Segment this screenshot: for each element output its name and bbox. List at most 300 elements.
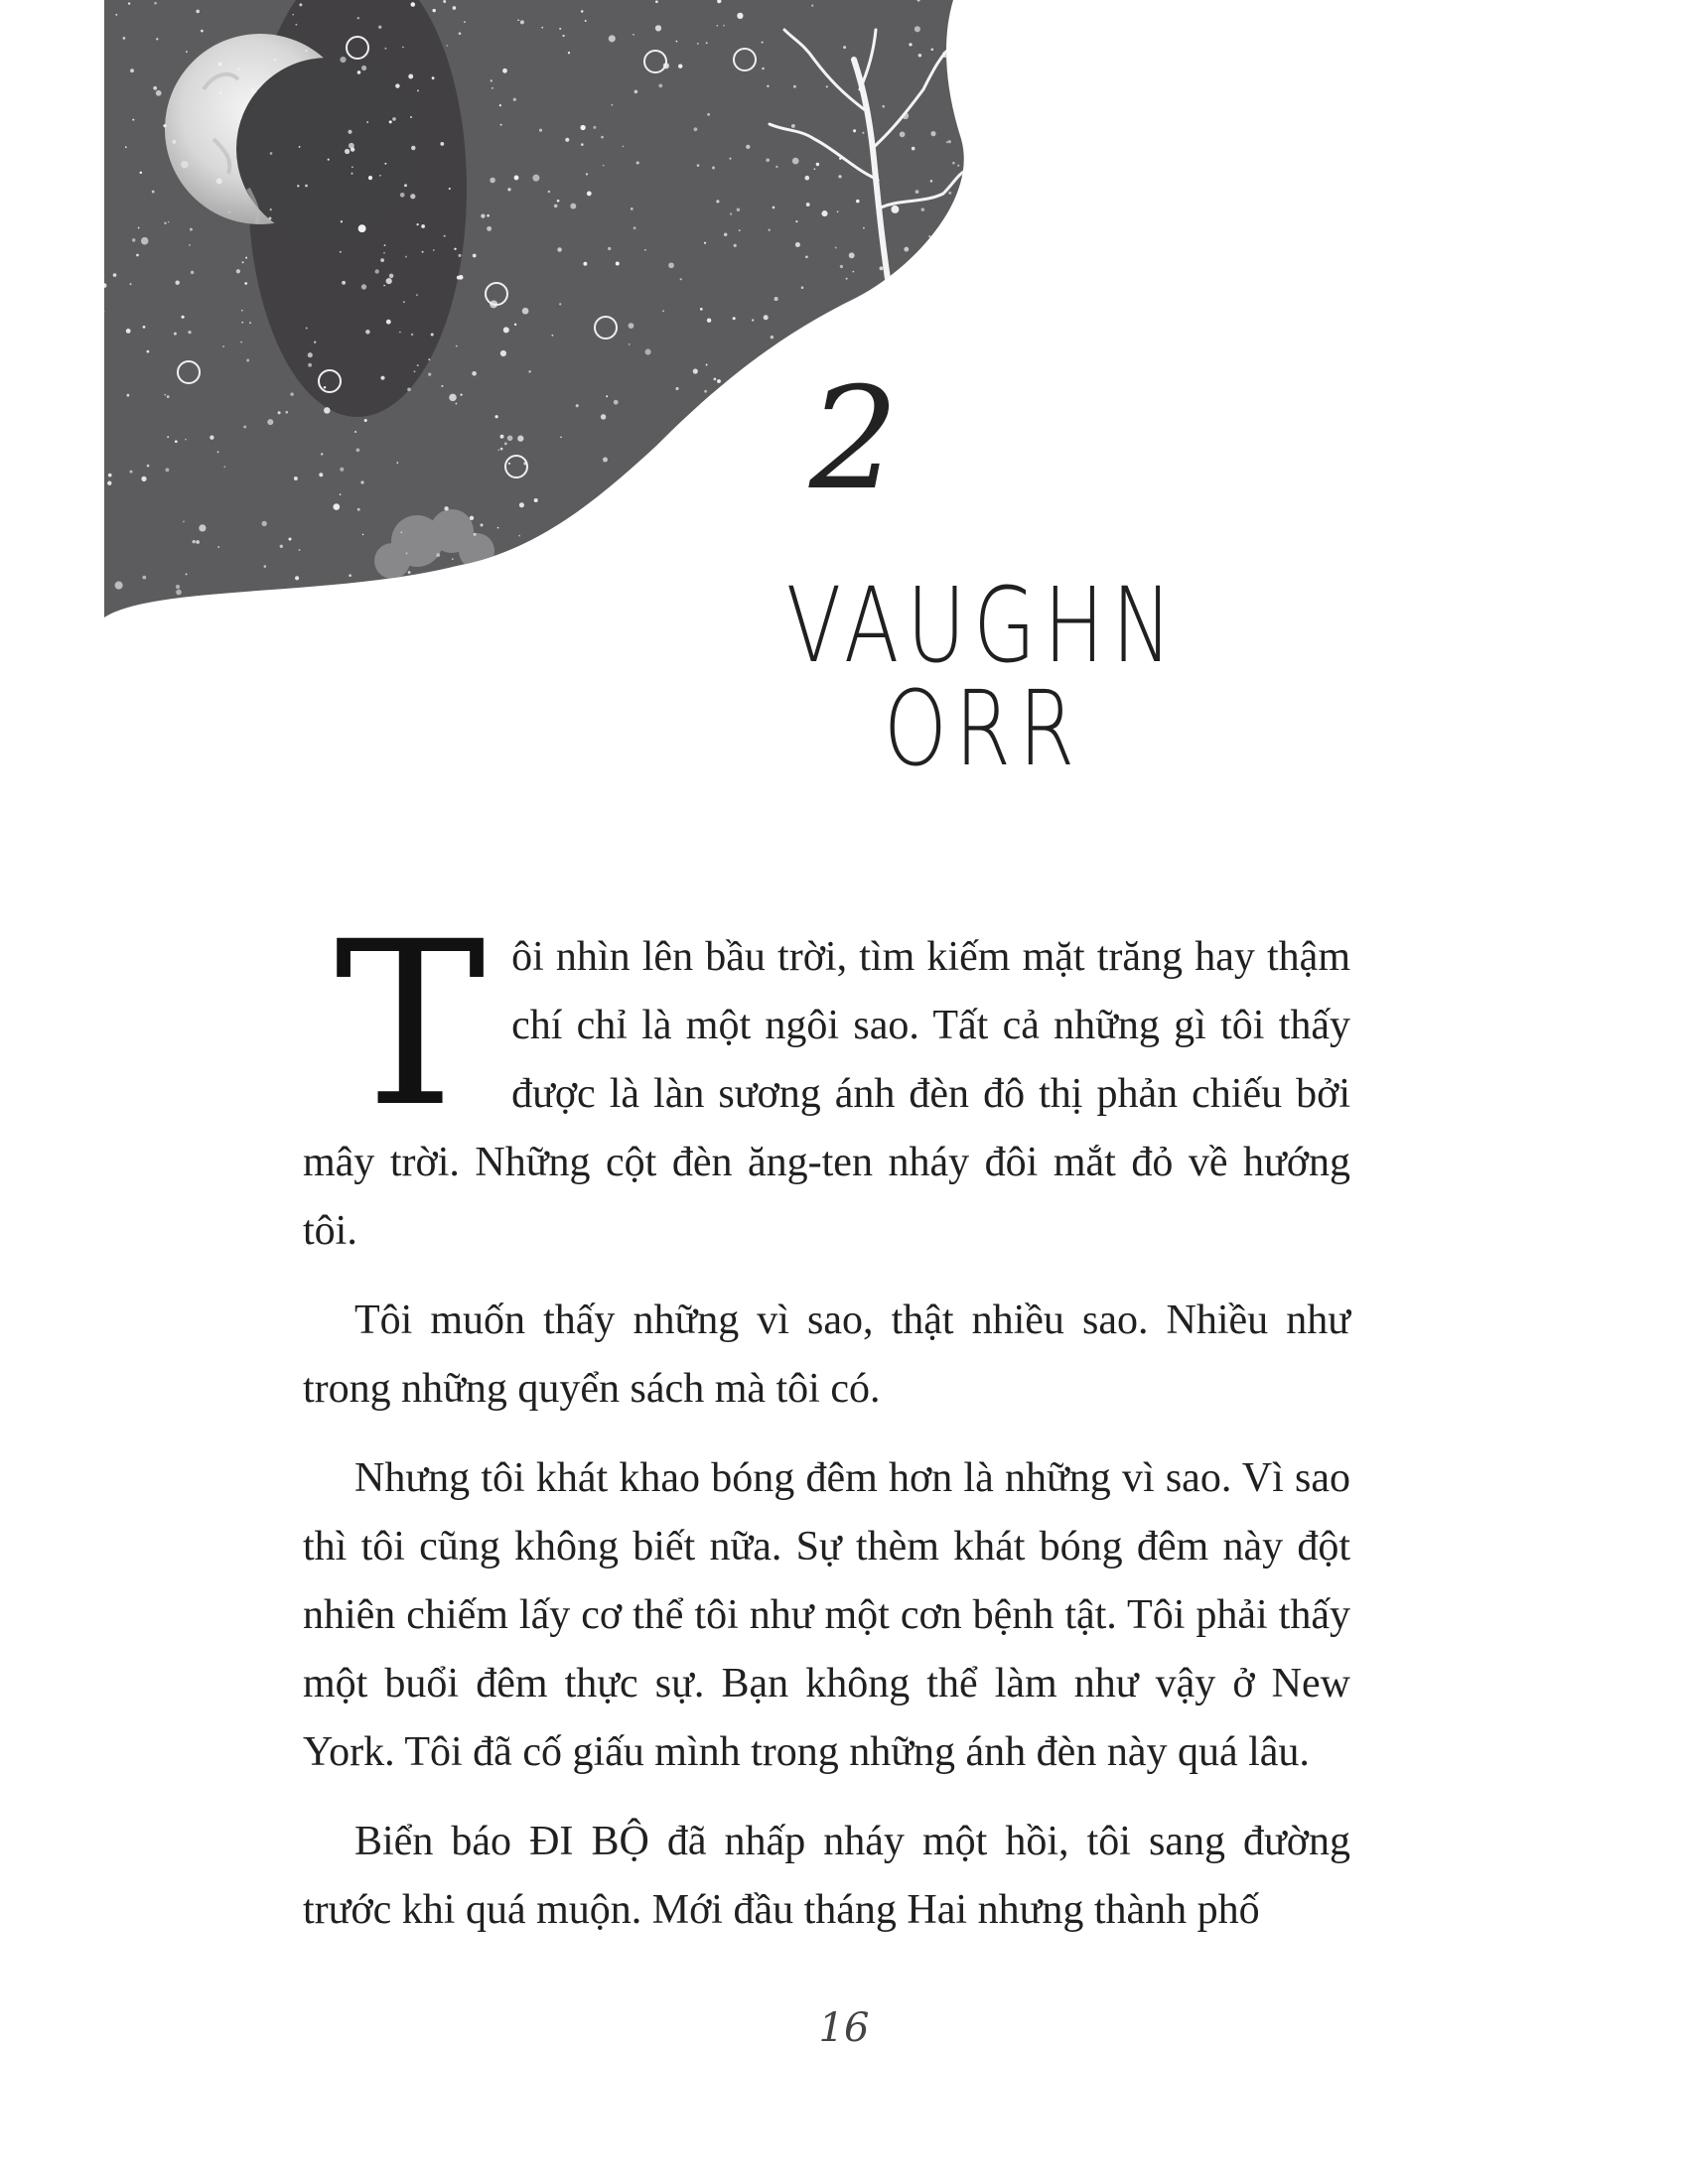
star-icon xyxy=(191,271,195,275)
star-icon xyxy=(340,493,342,495)
star-icon xyxy=(389,120,392,123)
star-icon xyxy=(195,620,197,622)
star-icon xyxy=(428,358,430,360)
star-icon xyxy=(384,163,386,165)
star-icon xyxy=(348,130,352,134)
star-icon xyxy=(128,2,130,4)
star-icon xyxy=(416,223,418,225)
star-icon xyxy=(154,2,157,5)
star-icon xyxy=(504,442,507,445)
star-icon xyxy=(352,167,353,169)
star-icon xyxy=(292,14,294,16)
star-icon xyxy=(241,597,243,599)
star-icon xyxy=(912,147,915,151)
star-icon xyxy=(494,415,497,418)
star-icon xyxy=(216,178,222,184)
star-icon xyxy=(176,621,178,623)
star-icon xyxy=(167,436,169,438)
star-icon xyxy=(508,463,510,465)
star-icon xyxy=(900,132,906,138)
star-icon xyxy=(365,330,370,335)
star-icon xyxy=(138,227,140,229)
star-icon xyxy=(918,54,922,58)
star-icon xyxy=(431,334,434,337)
star-icon xyxy=(856,200,860,204)
star-icon xyxy=(167,395,170,398)
star-icon xyxy=(384,244,386,246)
star-icon xyxy=(806,203,810,206)
star-icon xyxy=(930,131,935,136)
star-icon xyxy=(850,525,852,527)
star-icon xyxy=(952,162,955,165)
star-icon xyxy=(384,48,386,50)
star-icon xyxy=(856,340,858,341)
star-icon xyxy=(196,10,200,14)
star-icon xyxy=(188,331,191,334)
star-icon xyxy=(340,57,346,63)
star-icon xyxy=(295,576,299,580)
star-icon xyxy=(324,386,327,389)
star-icon xyxy=(403,301,405,303)
star-icon xyxy=(507,188,510,191)
star-icon xyxy=(454,248,456,250)
star-icon xyxy=(278,411,281,414)
star-icon xyxy=(685,424,687,426)
star-icon xyxy=(232,595,234,597)
star-icon xyxy=(692,464,694,466)
star-icon xyxy=(406,552,408,554)
star-icon xyxy=(805,255,808,258)
star-icon xyxy=(581,10,584,13)
star-icon xyxy=(791,345,796,350)
star-icon xyxy=(783,517,787,521)
star-icon xyxy=(361,284,366,289)
star-icon xyxy=(724,233,728,237)
star-icon xyxy=(345,149,350,154)
star-icon xyxy=(559,28,561,30)
star-icon xyxy=(739,229,741,231)
star-icon xyxy=(655,25,661,31)
star-icon xyxy=(721,526,725,530)
star-icon xyxy=(629,343,631,345)
star-icon xyxy=(299,146,301,148)
star-icon xyxy=(464,21,466,23)
star-icon xyxy=(710,396,716,402)
star-icon xyxy=(422,251,424,253)
star-icon xyxy=(814,168,816,170)
star-icon xyxy=(314,341,316,343)
star-icon xyxy=(274,59,276,61)
star-icon xyxy=(168,221,170,223)
star-icon xyxy=(773,206,775,209)
paragraph-text: ôi nhìn lên bầu trời, tìm kiếm mặt trăng hay thậm chí chỉ là một ngôi sao. Tất cả những gì tôi thấy được là làn sương ánh đèn đô thị phản chiếu bởi mây trời. Những cột đèn ăng-ten nháy đôi mắt đỏ về hướng tôi. xyxy=(303,934,1350,1254)
star-icon xyxy=(182,316,185,319)
star-icon xyxy=(500,124,502,126)
chapter-number: 2 xyxy=(808,357,900,521)
star-icon xyxy=(449,188,451,190)
star-icon xyxy=(472,371,477,376)
star-icon xyxy=(190,228,193,231)
star-icon xyxy=(153,86,157,90)
star-icon xyxy=(559,303,561,305)
star-icon xyxy=(305,185,308,188)
star-icon xyxy=(644,249,646,251)
star-icon xyxy=(113,273,117,277)
star-icon xyxy=(392,117,396,121)
star-icon xyxy=(805,176,810,181)
star-icon xyxy=(342,281,346,285)
star-icon xyxy=(616,262,620,266)
star-icon xyxy=(946,141,948,143)
star-icon xyxy=(539,129,542,132)
star-icon xyxy=(340,251,342,253)
star-icon xyxy=(646,557,649,560)
star-icon xyxy=(960,399,963,402)
star-icon xyxy=(474,533,477,536)
star-icon xyxy=(411,334,413,336)
star-icon xyxy=(603,458,608,463)
star-icon xyxy=(107,481,111,485)
star-icon xyxy=(606,581,608,583)
star-icon xyxy=(122,37,125,40)
star-icon xyxy=(838,175,841,178)
star-icon xyxy=(400,193,405,198)
star-icon xyxy=(846,278,848,280)
star-icon xyxy=(433,249,435,251)
star-icon xyxy=(101,316,104,319)
star-icon xyxy=(714,378,717,381)
star-icon xyxy=(795,242,800,247)
star-icon xyxy=(354,431,356,433)
star-icon xyxy=(662,310,664,312)
star-icon xyxy=(627,557,629,559)
star-icon xyxy=(101,275,104,278)
star-icon xyxy=(432,76,435,79)
star-icon xyxy=(931,49,934,52)
star-icon xyxy=(100,309,105,314)
star-icon xyxy=(655,488,659,492)
star-icon xyxy=(321,453,323,455)
star-icon xyxy=(875,324,881,330)
star-icon xyxy=(147,465,150,468)
star-icon xyxy=(417,89,419,91)
star-icon xyxy=(585,20,587,22)
star-icon xyxy=(517,436,523,442)
star-icon xyxy=(169,613,173,616)
star-icon xyxy=(126,329,131,334)
star-icon xyxy=(243,425,246,428)
star-icon xyxy=(341,220,343,222)
star-icon xyxy=(497,449,499,451)
star-icon xyxy=(193,540,196,543)
star-icon xyxy=(132,238,136,242)
star-icon xyxy=(269,216,272,219)
star-icon xyxy=(606,395,608,397)
star-icon xyxy=(956,105,960,109)
star-icon xyxy=(748,416,751,419)
star-icon xyxy=(658,84,662,88)
star-icon xyxy=(265,591,268,594)
star-icon xyxy=(375,269,379,273)
star-icon xyxy=(560,436,562,438)
drop-cap: T xyxy=(335,892,487,1157)
star-icon xyxy=(461,394,463,396)
star-icon xyxy=(557,247,561,251)
star-icon xyxy=(849,252,855,258)
star-icon xyxy=(285,411,288,414)
star-icon xyxy=(396,462,398,464)
paragraph: Tôi muốn thấy những vì sao, thật nhiều sao. Nhiều như trong những quyển sách mà tôi có. xyxy=(303,1297,1350,1412)
star-icon xyxy=(246,359,249,362)
star-icon xyxy=(328,159,330,161)
star-icon xyxy=(241,322,243,324)
star-icon xyxy=(324,407,331,414)
star-icon xyxy=(722,494,724,496)
star-icon xyxy=(141,477,146,481)
star-icon xyxy=(769,229,771,231)
star-icon xyxy=(764,315,769,320)
star-icon xyxy=(217,451,219,453)
star-icon xyxy=(789,339,791,341)
star-icon xyxy=(581,143,584,146)
star-icon xyxy=(922,302,924,304)
star-icon xyxy=(172,140,176,144)
paragraph: Biển báo ĐI BỘ đã nhấp nháy một hồi, tôi sang đường trước khi quá muộn. Mới đầu tháng Hai nhưng thành phố xyxy=(303,1819,1350,1933)
star-icon xyxy=(487,226,492,231)
star-icon xyxy=(478,574,481,577)
star-icon xyxy=(729,158,731,160)
star-icon xyxy=(634,90,638,94)
star-icon xyxy=(244,282,247,285)
star-icon xyxy=(670,488,674,492)
star-icon xyxy=(362,534,364,536)
star-icon xyxy=(449,394,457,402)
star-icon xyxy=(219,91,222,94)
star-icon xyxy=(921,539,923,541)
page-number: 16 xyxy=(818,2005,870,2051)
star-icon xyxy=(697,164,700,167)
star-icon xyxy=(557,200,560,203)
star-icon xyxy=(752,319,754,321)
star-icon xyxy=(791,124,795,128)
star-icon xyxy=(270,208,272,210)
star-icon xyxy=(675,387,678,390)
star-icon xyxy=(528,370,531,373)
star-icon xyxy=(733,317,736,320)
star-icon xyxy=(614,400,619,405)
star-icon xyxy=(432,9,435,12)
star-icon xyxy=(443,0,446,3)
star-icon xyxy=(562,35,564,37)
star-icon xyxy=(491,79,492,81)
star-icon xyxy=(532,175,539,182)
paragraph: Nhưng tôi khát khao bóng đêm hơn là những vì sao. Vì sao thì tôi cũng không biết nữa. Sự thèm khát bóng đêm này đột nhiên chiếm lấy cơ thể tôi như một cơn bệnh tật. Tôi phải thấy một buổi đêm thực sự. Bạn không thể làm như vậy ở New York. Tôi đã cố giấu mình trong những ánh đèn này quá lâu. xyxy=(303,1455,1350,1775)
star-icon xyxy=(914,26,920,32)
star-icon xyxy=(357,17,359,19)
star-icon xyxy=(917,339,924,345)
star-icon xyxy=(682,497,685,500)
star-icon xyxy=(864,100,867,103)
star-icon xyxy=(801,286,804,289)
star-icon xyxy=(876,179,879,182)
star-icon xyxy=(625,600,628,603)
star-icon xyxy=(446,45,448,47)
star-icon xyxy=(944,385,946,387)
star-icon xyxy=(441,385,443,387)
star-icon xyxy=(514,176,519,181)
star-icon xyxy=(611,104,613,106)
star-icon xyxy=(601,414,606,419)
star-icon xyxy=(386,320,391,325)
star-icon xyxy=(541,27,543,29)
star-icon xyxy=(185,439,187,441)
star-icon xyxy=(108,474,112,478)
star-icon xyxy=(608,247,611,250)
star-icon xyxy=(497,527,499,529)
star-icon xyxy=(518,535,520,537)
star-icon xyxy=(655,578,657,580)
star-icon xyxy=(440,142,444,146)
star-icon xyxy=(837,210,839,212)
star-icon xyxy=(645,348,651,354)
star-icon xyxy=(186,51,188,53)
star-icon xyxy=(609,547,611,549)
star-icon xyxy=(222,345,224,347)
star-icon xyxy=(517,19,519,21)
star-icon xyxy=(707,318,711,322)
star-icon xyxy=(609,35,616,42)
star-icon xyxy=(410,194,415,199)
star-icon xyxy=(697,43,699,45)
star-icon xyxy=(360,597,367,604)
star-icon xyxy=(405,256,407,258)
star-icon xyxy=(156,90,162,96)
star-icon xyxy=(267,419,273,425)
star-icon xyxy=(821,210,827,216)
star-icon xyxy=(176,590,182,596)
star-icon xyxy=(402,47,404,49)
star-icon xyxy=(383,252,385,254)
star-icon xyxy=(952,556,954,558)
star-icon xyxy=(458,254,461,257)
star-icon xyxy=(378,26,381,29)
star-icon xyxy=(694,533,696,535)
star-icon xyxy=(427,604,429,606)
star-icon xyxy=(933,548,935,550)
star-icon xyxy=(383,285,385,287)
star-icon xyxy=(452,558,454,560)
star-icon xyxy=(714,451,716,453)
star-icon xyxy=(704,242,706,244)
star-icon xyxy=(676,41,678,43)
star-icon xyxy=(762,68,765,70)
star-icon xyxy=(455,403,457,405)
star-icon xyxy=(717,379,721,383)
star-icon xyxy=(766,158,770,162)
star-icon xyxy=(142,576,146,580)
star-icon xyxy=(737,207,741,211)
star-icon xyxy=(633,34,634,36)
star-icon xyxy=(297,185,299,187)
star-icon xyxy=(927,554,929,556)
star-icon xyxy=(534,498,538,502)
star-icon xyxy=(308,352,313,357)
star-icon xyxy=(366,121,368,123)
star-icon xyxy=(934,293,941,300)
star-icon xyxy=(245,257,247,259)
star-icon xyxy=(404,184,407,187)
star-icon xyxy=(280,545,283,548)
star-icon xyxy=(902,112,909,119)
star-icon xyxy=(921,207,925,211)
star-icon xyxy=(411,146,415,150)
star-icon xyxy=(533,575,535,577)
star-icon xyxy=(408,571,411,574)
star-icon xyxy=(853,271,855,273)
star-icon xyxy=(147,350,150,353)
star-icon xyxy=(175,440,178,443)
paragraph xyxy=(303,892,1350,1266)
star-icon xyxy=(587,191,592,196)
star-icon xyxy=(551,335,553,337)
star-icon xyxy=(453,6,457,10)
star-icon xyxy=(663,614,665,616)
star-icon xyxy=(144,604,150,610)
star-icon xyxy=(776,545,778,547)
star-icon xyxy=(570,204,576,209)
star-icon xyxy=(480,523,483,526)
star-icon xyxy=(514,324,516,326)
star-icon xyxy=(290,392,294,396)
star-icon xyxy=(904,247,909,252)
star-icon xyxy=(631,207,633,210)
star-icon xyxy=(519,502,524,507)
star-icon xyxy=(709,424,711,426)
star-icon xyxy=(633,226,636,229)
star-icon xyxy=(964,370,970,376)
star-icon xyxy=(473,254,477,258)
star-icon xyxy=(948,192,951,195)
star-icon xyxy=(603,165,605,167)
star-icon xyxy=(156,38,158,40)
star-icon xyxy=(249,322,251,324)
star-icon xyxy=(835,247,837,249)
star-icon xyxy=(380,258,384,262)
star-icon xyxy=(236,269,240,273)
star-icon xyxy=(771,336,774,340)
star-icon xyxy=(704,390,707,393)
star-icon xyxy=(306,327,308,329)
star-icon xyxy=(360,480,363,483)
star-icon xyxy=(681,595,683,597)
star-icon xyxy=(456,345,458,347)
star-icon xyxy=(694,127,698,131)
star-icon xyxy=(102,283,107,288)
star-icon xyxy=(928,235,930,237)
star-icon xyxy=(843,46,846,49)
star-icon xyxy=(853,129,856,132)
star-icon xyxy=(668,262,674,268)
star-icon xyxy=(406,620,408,622)
star-icon xyxy=(843,314,849,320)
star-icon xyxy=(717,25,719,27)
star-icon xyxy=(762,42,764,44)
chapter-body xyxy=(303,892,1350,1966)
star-icon xyxy=(240,341,242,343)
star-icon xyxy=(196,540,200,544)
star-icon xyxy=(601,136,604,139)
star-icon xyxy=(228,211,230,213)
